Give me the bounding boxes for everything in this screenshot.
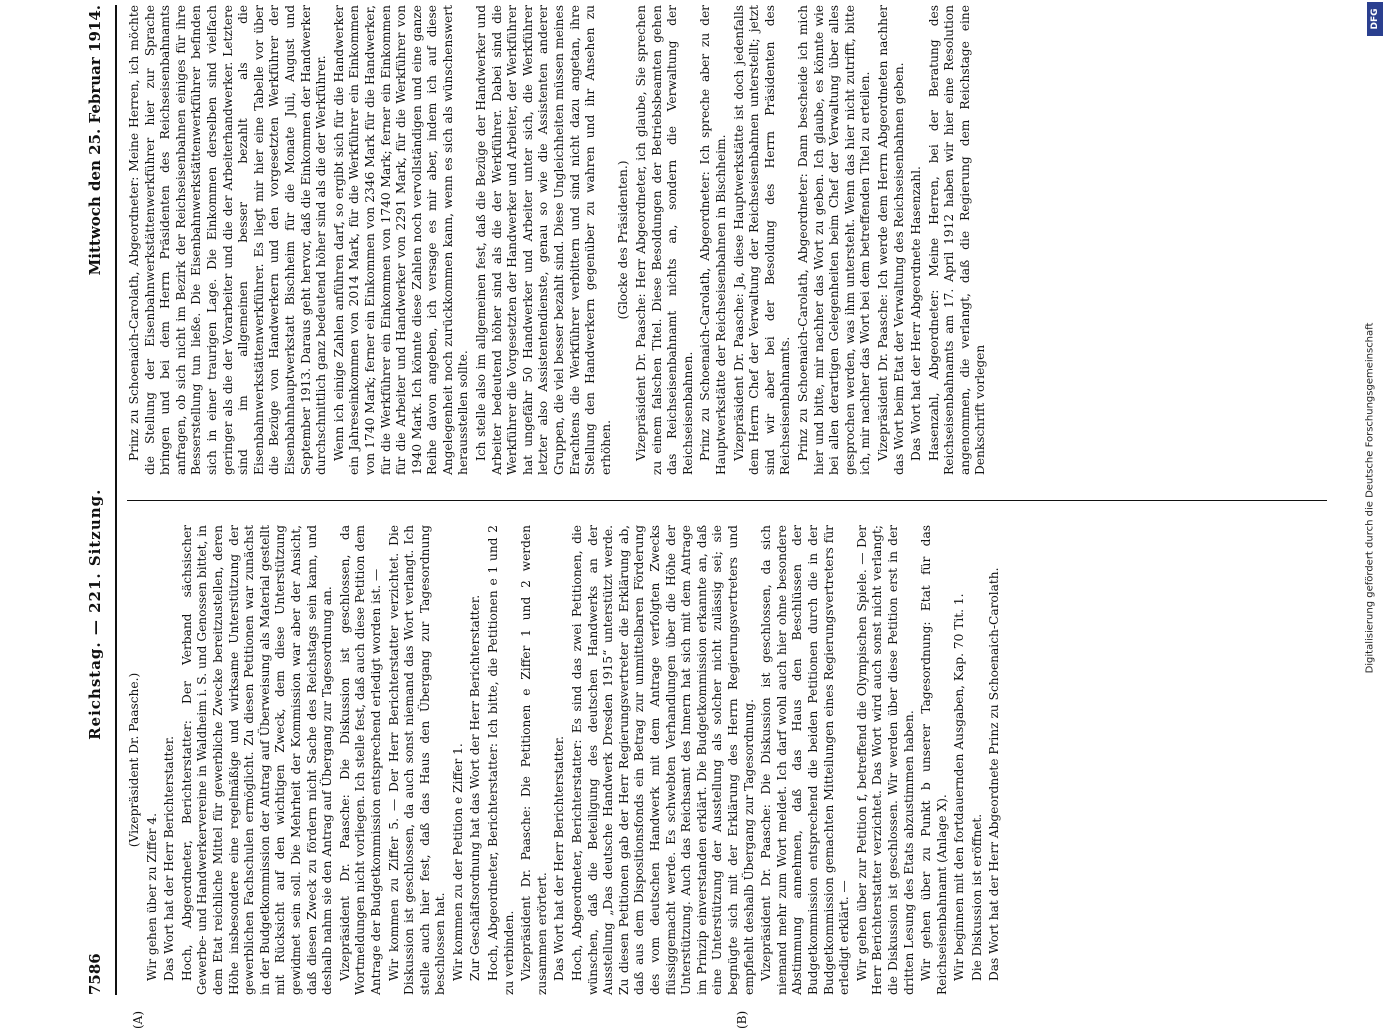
scanned-page xyxy=(40,5,1370,1029)
header-date: Mittwoch den 25. Februar 1914. xyxy=(86,5,104,276)
left-column-paragraph: Die Diskussion ist eröffnet. xyxy=(969,813,984,981)
rotated-document xyxy=(75,5,1335,1029)
left-column-paragraph: Zur Geschäftsordnung hat das Wort der Herr Berichterstatter. xyxy=(468,594,483,981)
left-column-paragraph: Vizepräsident Dr. Paasche: Die Diskussion ist geschlossen, da sich niemand mehr zum Wort meldet. Ich darf wohl auch hier ohne besondere Abstimmung annehmen, daß das Haus den Beschlüssen der Budgetkommission entsprechend die beiden Petitionen durch die in der Budgetkommission gemachten Mitteilungen eines Regierungsvertreters für erledigt erklärt. — xyxy=(759,525,852,995)
left-column xyxy=(127,525,1327,995)
right-column-paragraph: Das Wort hat der Herr Abgeordnete Hasenzahl. xyxy=(909,166,924,461)
right-column xyxy=(127,5,1327,475)
margin-marker-d xyxy=(735,0,749,1)
column-divider xyxy=(127,500,1327,501)
page-number: 7586 xyxy=(86,953,104,995)
left-column-paragraph: Hoch, Abgeordneter, Berichterstatter: Der Verband sächsischer Gewerbe- und Handwerkervereine in Waldheim i. S. und Genossen bittet, in dem Etat reichliche Mittel für gewerbliche Zwecke bereitzustellen, deren Höhe insbesondere eine regelmäßige und wirksame Unterstützung der gewerblichen Fachschulen ermöglicht. Zu diesen Petitionen war zunächst in der Budgetkommission der Antrag auf Überweisung als Material gestellt mit Rücksicht auf den wichtigen Zweck, dem diese Unterstützung gewidmet sein soll. Die Mehrheit der Kommission war aber der Ansicht, daß diesen Zweck zu fördern nicht Sache des Reichstags sein kann, und deshalb nahm sie den Antrag auf Übergang zur Tagesordnung an. xyxy=(179,524,335,995)
left-column-paragraph: Wir beginnen mit den fortdauernden Ausgaben, Kap. 70 Tit. 1. xyxy=(952,593,967,981)
right-column-paragraph: (Glocke des Präsidenten.) xyxy=(616,160,631,320)
right-column-paragraph: Vizepräsident Dr. Paasche: Ich werde dem Herrn Abgeordneten nachher das Wort beim Etat der Verwaltung des Reichseisenbahnen geben. xyxy=(875,5,906,475)
right-column-paragraph: Hasenzahl, Abgeordneter: Meine Herren, bei der Beratung des Reichseisenbahnamts am 17. April 1912 haben wir hier eine Resolution angenommen, die verlangt, daß die Regierung dem Reichstage eine Denkschrift vorlegen xyxy=(926,5,988,475)
margin-marker-c xyxy=(131,0,145,1)
left-column-paragraph: Vizepräsident Dr. Paasche: Die Diskussion ist geschlossen, da Wortmeldungen nicht vorliegen. Ich stelle fest, daß auch diese Petition dem Antrage der Budgetkommission entsprechend erledigt worden ist. — xyxy=(337,525,383,995)
dfg-logo-text: DFG xyxy=(1370,8,1380,30)
digitization-credit xyxy=(1361,8,1379,988)
right-column-paragraph: Prinz zu Schoenaich-Carolath, Abgeordneter: Dann bescheide ich mich hier und bitte, mir nachher das Wort zu geben. Ich glaube, es könnte wie bei allen derartigen Gelegenheiten beim Chef der Verwaltung über alles gesprochen werden, was ihm untersteht. Wenn das hier nicht zutrifft, bitte ich, mir nachher das Wort bei dem betreffenden Titel zu erteilen. xyxy=(795,5,873,475)
left-column-paragraph: Wir gehen über zu Punkt b unserer Tagesordnung: Etat für das Reichseisenbahnamt (Anlage X). xyxy=(919,525,949,995)
left-column-paragraph: Wir kommen zu Ziffer 5. — Der Herr Berichterstatter verzichtet. Die Diskussion ist geschlossen, da auch sonst niemand das Wort verlangt. Ich stelle auch hier fest, daß das Haus den Übergang zur Tagesordnung beschlossen hat. xyxy=(386,525,448,995)
right-column-paragraph: Wenn ich einige Zahlen anführen darf, so ergibt sich für die Handwerker ein Jahreseinkommen von 2014 Mark, für die Werkführer ein Einkommen von 1740 Mark; ferner ein Einkommen von 2346 Mark für die Handwerker, für die Werkführer ein Einkommen von 1740 Mark; ferner ein Einkommen für die Arbeiter und Handwerker von 2291 Mark, für die Werkführer von 1940 Mark. Ich könnte diese Zahlen noch vervollständigen und eine ganze Reihe davon angeben, ich versage es mir aber, indem ich auf diese Angelegenheit noch zurückkommen kann, wenn es sich als wünschenswert herausstellen sollte. xyxy=(331,5,471,475)
margin-marker-a: (A) xyxy=(131,1010,145,1029)
header-title: Reichstag. — 221. Sitzung. xyxy=(86,488,104,740)
credit-text: Digitalisierung gefördert durch die Deutsche Forschungsgemeinschaft xyxy=(1364,322,1376,674)
left-column-paragraph: Hoch, Abgeordneter, Berichterstatter: Ich bitte, die Petitionen e 1 und 2 zu verbinden. xyxy=(486,525,516,995)
left-column-paragraph: Das Wort hat der Herr Abgeordnete Prinz zu Schoenaich-Carolath. xyxy=(987,567,1002,981)
left-column-paragraph: Wir gehen über zu Ziffer 4. xyxy=(144,813,159,981)
margin-marker-b: (B) xyxy=(735,1010,749,1029)
left-column-paragraph: Wir kommen zu der Petition e Ziffer 1. xyxy=(450,743,465,981)
left-column-paragraph: Vizepräsident Dr. Paasche: Die Petitionen e Ziffer 1 und 2 werden zusammen erörtert. xyxy=(519,525,549,995)
right-column-paragraph: Prinz zu Schoenaich-Carolath, Abgeordneter: Meine Herren, ich möchte die Stellung der Eisenbahnwerkstättenwerkführer hier zur Sprache bringen und bei dem Herrn Präsidenten des Reichseisenbahnamts anfragen, ob sich nicht im Bezirk der Reichseisenbahnen einiges für ihre Besserstellung tun ließe. Die Eisenbahnwerkstättenwerkführer befinden sich in einer traurigen Lage. Die Einkommen derselben sind vielfach geringer als die der Vorarbeiter und die der Arbeiterhandwerker. Letztere sind im allgemeinen besser bezahlt als die Eisenbahnwerkstättenwerkführer. Es liegt mir hier eine Tabelle vor über die Bezüge von Handwerkern und den vorgesetzten Werkführer der Eisenbahnhauptwerkstatt Bischheim für die Monate Juli, August und September 1913. Daraus geht hervor, daß die Einkommen der Handwerker durchschnittlich ganz bedeutend höher sind als die der Werkführer. xyxy=(127,5,329,475)
running-header xyxy=(75,5,117,995)
right-column-paragraph: Ich stelle also im allgemeinen fest, daß die Bezüge der Handwerker und Arbeiter bedeutend höher sind als die der Werkführer. Dabei sind die Werkführer die Vorgesetzten der Handwerker und Arbeiter, der Werkführer hat ungefähr 50 Handwerker und Arbeiter unter sich, die Werkführer letzter also Assistentendienste, genau so wie die Assistenten anderer Gruppen, die viel besser bezahlt sind. Diese Ungleichheiten müssen meines Erachtens die Werkführer verbittern und sind nicht dazu angetan, ihre Stellung den Handwerkern gegenüber zu wahren und ihr Ansehen zu erhöhen. xyxy=(474,5,613,475)
right-column-paragraph: Vizepräsident Dr. Paasche: Ja, diese Hauptwerkstätte ist doch jedenfalls dem Herrn Chef der Verwaltung der Reichseisenbahnen unterstellt; jetzt sind wir aber bei der Besoldung des Herrn Präsidenten des Reichseisenbahnamts. xyxy=(731,5,793,475)
right-column-paragraph: Prinz zu Schoenaich-Carolath, Abgeordneter: Ich spreche aber zu der Hauptwerkstätte der Reichseisenbahnen in Bischheim. xyxy=(698,5,728,475)
left-column-paragraph: (Vizepräsident Dr. Paasche.) xyxy=(127,672,141,848)
left-column-paragraph: Wir gehen über zur Petition f, betreffend die Olympischen Spiele. — Der Herr Berichterstatter verzichtet. Das Wort wird auch sonst nicht verlangt; die Diskussion ist geschlossen. Wir werden über diese Petition erst in der dritten Lesung des Etats abzustimmen haben. xyxy=(854,525,916,995)
right-column-paragraph: Vizepräsident Dr. Paasche: Herr Abgeordneter, ich glaube, Sie sprechen zu einem falschen Titel. Diese Besoldungen der Betriebsbeamten gehen das Reichseisenbahnamt nichts an, sondern die Verwaltung der Reichseisenbahnen. xyxy=(634,5,695,475)
dfg-logo xyxy=(1367,2,1383,36)
left-column-paragraph: Das Wort hat der Herr Berichterstatter. xyxy=(552,735,567,981)
left-column-paragraph: Das Wort hat der Herr Berichterstatter. xyxy=(162,735,177,981)
left-column-paragraph: Hoch, Abgeordneter, Berichterstatter: Es sind das zwei Petitionen, die wünschen, daß die Beteiligung des deutschen Handwerks an der Ausstellung „Das deutsche Handwerk Dresden 1915“ unterstützt werde. Zu diesen Petitionen gab der Herr Regierungsvertreter die Erklärung ab, daß aus dem Dispositionsfonds ein Betrag zur unmittelbaren Förderung des vom deutschen Handwerk mit dem Antrage verfolgten Zwecks flüssiggemacht werde. Es schwebten Verhandlungen über die Höhe der Unterstützung. Auch das Reichsamt des Innern hat sich mit dem Antrage im Prinzip einverstanden erklärt. Die Budgetkommission erkannte an, daß eine Unterstützung der Ausstellung als solcher nicht zulässig sei; sie begnügte sich mit der Erklärung des Herrn Regierungsvertreters und empfiehlt deshalb Übergang zur Tagesordnung. xyxy=(570,525,756,995)
